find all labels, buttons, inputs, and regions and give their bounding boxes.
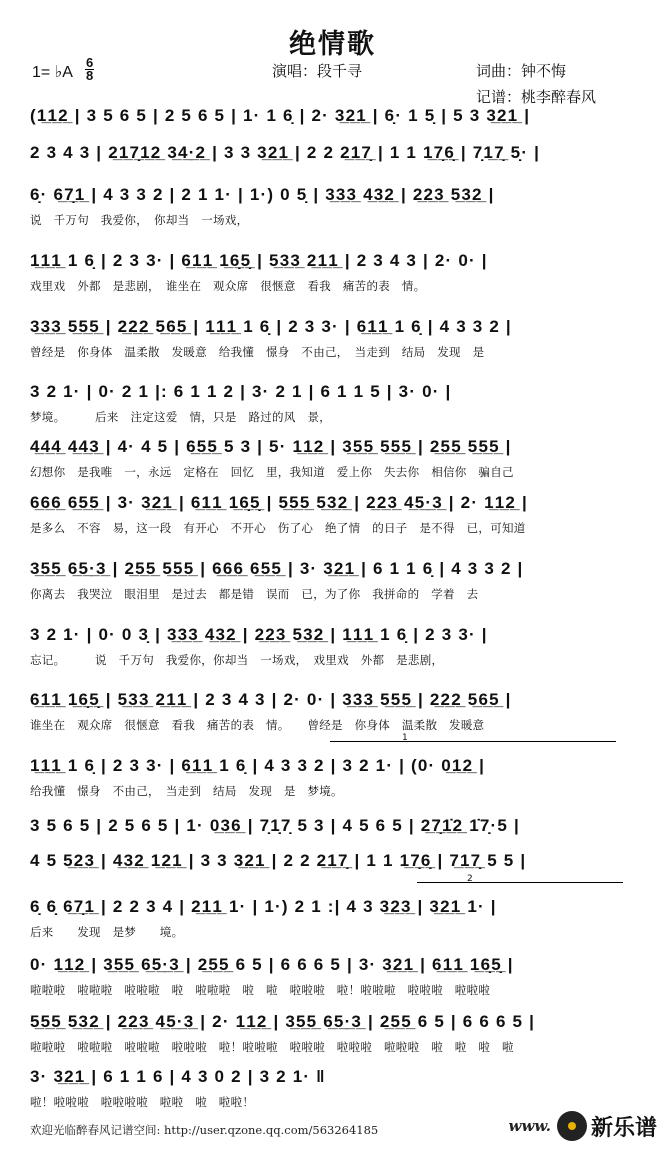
song-title: 绝情歌 (289, 29, 376, 60)
first-ending-bracket (330, 741, 616, 742)
lyrics-row: 戏里戏 外都 是悲剧， 谁坐在 观众席 很惬意 看我 痛苦的表 情。 (30, 279, 426, 293)
transcriber-credit: 记谱：桃李醉春风 (476, 88, 597, 106)
notation-row: 4̲4̲4̲ 4̲4̲3̲ | 4· 4 5 | 6̲5̲5̲ 5 3 | 5· 1̲1̲2̲ | 3̲5̲5̲ 5̲5̲5̲ | 2̲5̲5̲ 5̲5̲5̲ | (30, 437, 512, 456)
lyrics-row: 谁坐在 观众席 很惬意 看我 痛苦的表 情。 曾经是 你身体 温柔散 发暖意 (30, 718, 485, 732)
singer-credit: 演唱：段千寻 (272, 62, 363, 80)
notation-row: 3 5 6 5 | 2 5 6 5 | 1· 0̲3̲6̲ | 7̣1̣7̣ 5 3 | 4 5 6 5 | 2̲7̣̲1̲̇2̲ 1̇7̣·5 | (30, 816, 520, 835)
notation-row: 2 3 4 3 | 2̲1̲7̣̲1̲2̲ 3̲4̲·̲2̲ | 3 3 3̲2̲1̲ | 2 2 2̲1̲7̣̲ | 1 1 1̲7̣̲6̣̲ | 7̣1̲7̣̲ 5̣· | (30, 143, 541, 162)
record-disc-icon (557, 1111, 587, 1141)
second-ending-bracket (417, 882, 623, 883)
notation-row: 3̲3̲3̲ 5̲5̲5̲ | 2̲2̲2̲ 5̲6̲5̲ | 1̲1̲1̲ 1 6̣ | 2 3 3· | 6̲1̲1̲ 1 6̣ | 4 3 3 2 | (30, 317, 512, 336)
notation-row: 5̲5̲5̲ 5̲3̲2̲ | 2̲2̲3̲ 4̲5̲·̲3̲ | 2· 1̲1̲2̲ | 3̲5̲5̲ 6̲5̲·̲3̲ | 2̲5̲5̲ 6 5 | 6 6 6 5 | (30, 1012, 536, 1031)
lyrics-row: 幻想你 是我唯 一，永远 定格在 回忆 里，我知道 爱上你 失去你 相信你 骗自己 (30, 465, 514, 479)
notation-row: 0· 1̲1̲2̲ | 3̲5̲5̲ 6̲5̲·̲3̲ | 2̲5̲5̲ 6 5 | 6 6 6 5 | 3· 3̲2̲1̲ | 6̲1̲1̲ 1̲6̣̲5̣̲ | (30, 955, 514, 974)
first-ending-number: 1 (402, 733, 408, 743)
lyrics-row: 忘记。 说 千万句 我爱你，你却当 一场戏， 戏里戏 外都 是悲剧， (30, 653, 444, 667)
notation-row: 1̲1̲1̲ 1 6̣ | 2 3 3· | 6̲1̲1̲ 1̲6̣̲5̣̲ | 5̲3̲3̲ 2̲1̲1̲ | 2 3 4 3 | 2· 0· | (30, 251, 488, 270)
notation-row: 3̲5̲5̲ 6̲5̲·̲3̲ | 2̲5̲5̲ 5̲5̲5̲ | 6̲6̲6̲ 6̲5̲5̲ | 3· 3̲2̲1̲ | 6 1 1 6̣ | 4 3 3 2 | (30, 559, 524, 578)
lyrics-row: 曾经是 你身体 温柔散 发暖意 给我懂 憬身 不由己， 当走到 结局 发现 是 (30, 345, 485, 359)
notation-row: 6̲6̲6̲ 6̲5̲5̲ | 3· 3̲2̲1̲ | 6̲1̲1̲ 1̲6̣̲5̣̲ | 5̲5̲5̲ 5̲3̲2̲ | 2̲2̲3̲ 4̲5̲·̲3̲ | 2· 1̲1̲2̲ | (30, 493, 528, 512)
notation-row: 6̣· 6̲7̣̲1̲ | 4 3 3 2 | 2 1 1· | 1·) 0 5̣ | 3̲3̲3̲ 4̲3̲2̲ | 2̲2̲3̲ 5̲3̲2̲ | (30, 185, 495, 204)
key-signature: 1= ♭A (32, 64, 73, 81)
lyrics-row: 啦啦啦 啦啦啦 啦啦啦 啦 啦啦啦 啦 啦 啦啦啦 啦！啦啦啦 啦啦啦 啦啦啦 (30, 983, 491, 997)
lyrics-row: 后来 发现 是梦 境。 (30, 925, 184, 939)
logo-name: 新乐谱 (590, 1115, 657, 1141)
notation-row: 6̲1̲1̲ 1̲6̣̲5̣̲ | 5̲3̲3̲ 2̲1̲1̲ | 2 3 4 3 | 2· 0· | 3̲3̲3̲ 5̲5̲5̲ | 2̲2̲2̲ 5̲6̲5̲ | (30, 690, 512, 709)
lyrics-row: 给我懂 憬身 不由己， 当走到 结局 发现 是 梦境。 (30, 784, 343, 798)
second-ending-number: 2 (467, 874, 473, 884)
logo-www-text: www. (508, 1117, 551, 1135)
lyrics-row: 你离去 我哭泣 眼泪里 是过去 都是错 误而 已，为了你 我拼命的 学着 去 (30, 587, 479, 601)
notation-row: 1̲1̲1̲ 1 6̣ | 2 3 3· | 6̲1̲1̲ 1 6̣ | 4 3 3 2 | 3 2 1· | (0· 0̲1̲2̲ | (30, 756, 486, 775)
notation-row: 3· 3̲2̲1̲ | 6 1 1 6 | 4 3 0 2 | 3 2 1· ‖ (30, 1067, 326, 1086)
notation-row: 4 5 5̲2̲3̲ | 4̲3̲2̲ 1̲2̲1̲ | 3 3 3̲2̲1̲ | 2 2 2̲1̲7̣̲ | 1 1 1̲7̣̲6̣̲ | 7̲1̲7̣̲ 5 5 | (30, 851, 527, 870)
time-signature: 6 8 (86, 55, 94, 83)
lyrics-row: 梦境。 后来 注定这爱 情，只是 路过的风 景， (30, 410, 332, 424)
notation-row: (1̲1̲2̲ | 3 5 6 5 | 2 5 6 5 | 1· 1 6̣ | 2· 3̲2̲1̲ | 6̣· 1 5̣ | 5 3 3̲2̲1̲ | (30, 106, 531, 125)
lyrics-row: 啦！啦啦啦 啦啦啦啦 啦啦 啦 啦啦！ (30, 1095, 255, 1109)
lyrics-row: 是多么 不容 易，这一段 有开心 不开心 伤了心 绝了情 的日子 是不得 已，可知道 (30, 521, 526, 535)
site-logo (509, 1108, 657, 1144)
notation-row: 3 2 1· | 0· 0 3̣ | 3̲3̲3̲ 4̲3̲2̲ | 2̲2̲3̲ 5̲3̲2̲ | 1̲1̲1̲ 1 6̣ | 2 3 3· | (30, 625, 488, 644)
lyrics-row: 啦啦啦 啦啦啦 啦啦啦 啦啦啦 啦！啦啦啦 啦啦啦 啦啦啦 啦啦啦 啦 啦 啦 啦 (30, 1040, 514, 1054)
footer-website-text: 欢迎光临醉春风记谱空间: http://user.qzone.qq.com/563264185 (30, 1123, 379, 1137)
lyricist-composer-credit: 词曲：钟不悔 (476, 62, 567, 80)
lyrics-row: 说 千万句 我爱你， 你却当 一场戏， (30, 213, 249, 227)
notation-row: 3 2 1· | 0· 2 1 |: 6 1 1 2 | 3· 2 1 | 6 1 1 5 | 3· 0· | (30, 382, 452, 401)
notation-row: 6̣ 6̣ 6̲7̣̲1̲ | 2 2 3 4 | 2̲1̲1̲ 1· | 1·) 2 1 :| 4 3 3̲2̲3̲ | 3̲2̲1̲ 1· | (30, 897, 497, 916)
